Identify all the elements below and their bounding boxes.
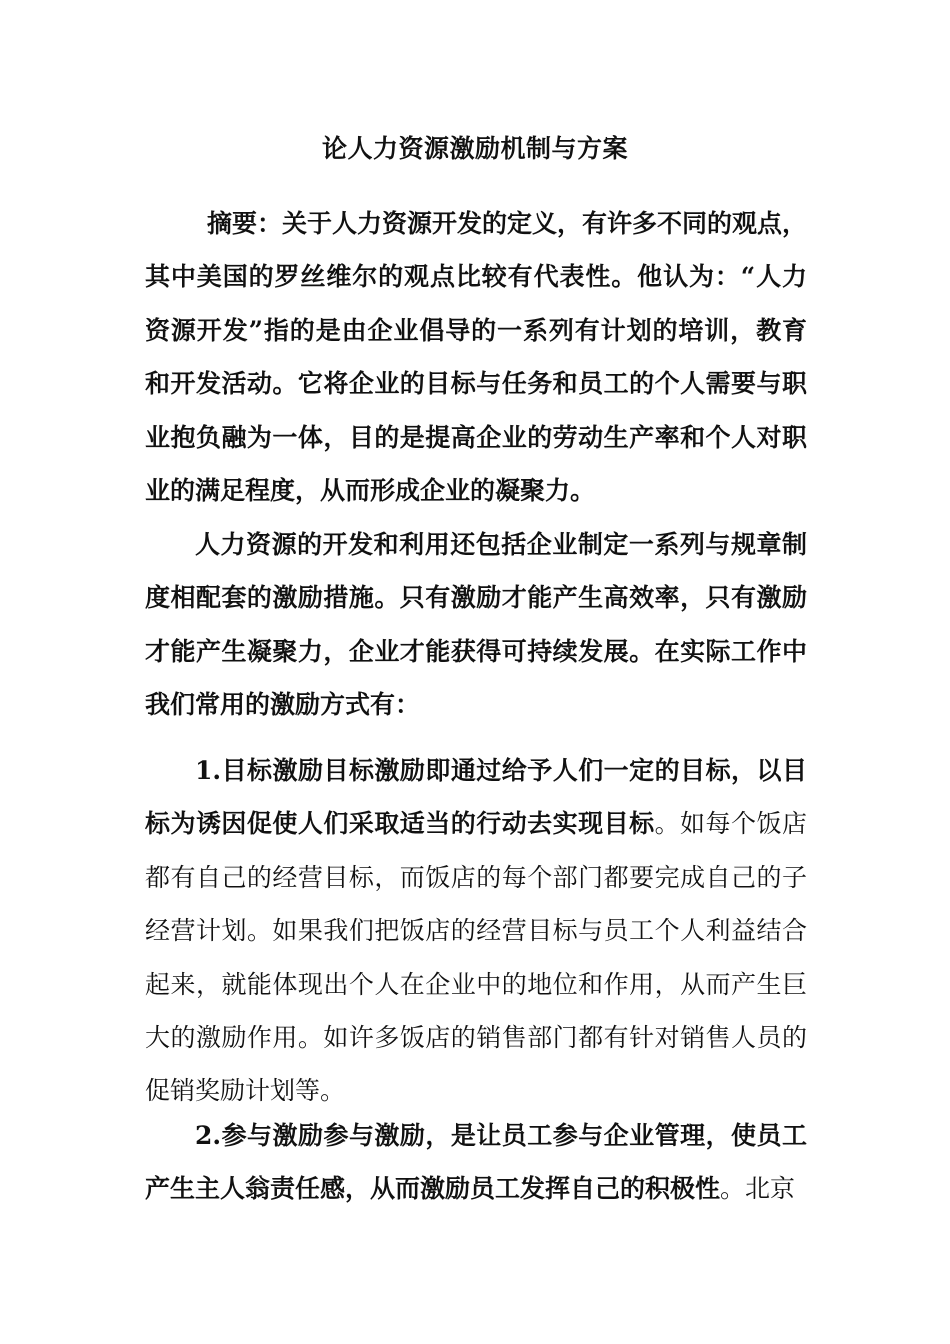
document-title: 论人力资源激励机制与方案 xyxy=(321,134,628,163)
participation-incentive-paragraph xyxy=(145,1109,807,1216)
participation-incentive-body: 。北京 xyxy=(720,1174,796,1204)
goal-incentive-heading: 1.目标激励目标激励即通过给予人们一定的目标，以目标为诱因促使人们采取适当的行动去实现目标 xyxy=(145,756,807,839)
intro-paragraph: 人力资源的开发和利用还包括企业制定一系列与规章制度相配套的激励措施。只有激励才能产生高效率，只有激励才能产生凝聚力，企业才能获得可持续发展。在实际工作中我们常用的激励方式有： xyxy=(145,530,807,720)
abstract-paragraph: 摘要：关于人力资源开发的定义，有许多不同的观点，其中美国的罗丝维尔的观点比较有代表性。他认为：“人力资源开发”指的是由企业倡导的一系列有计划的培训，教育和开发活动。它将企业的目标与任务和员工的个人需要与职业抱负融为一体，目的是提高企业的劳动生产率和个人对职业的满足程度，从而形成企业的凝聚力。 xyxy=(145,209,808,506)
goal-incentive-paragraph xyxy=(145,744,807,1118)
goal-incentive-body: 。如每个饭店都有自己的经营目标，而饭店的每个部门都要完成自己的子经营计划。如果我们把饭店的经营目标与员工个人利益结合起来，就能体现出个人在企业中的地位和作用，从而产生巨大的激励作用。如许多饭店的销售部门都有针对销售人员的促销奖励计划等。 xyxy=(145,809,807,1106)
participation-incentive-heading: 2.参与激励参与激励，是让员工参与企业管理，使员工产生主人翁责任感，从而激励员工发挥自己的积极性 xyxy=(145,1121,807,1204)
